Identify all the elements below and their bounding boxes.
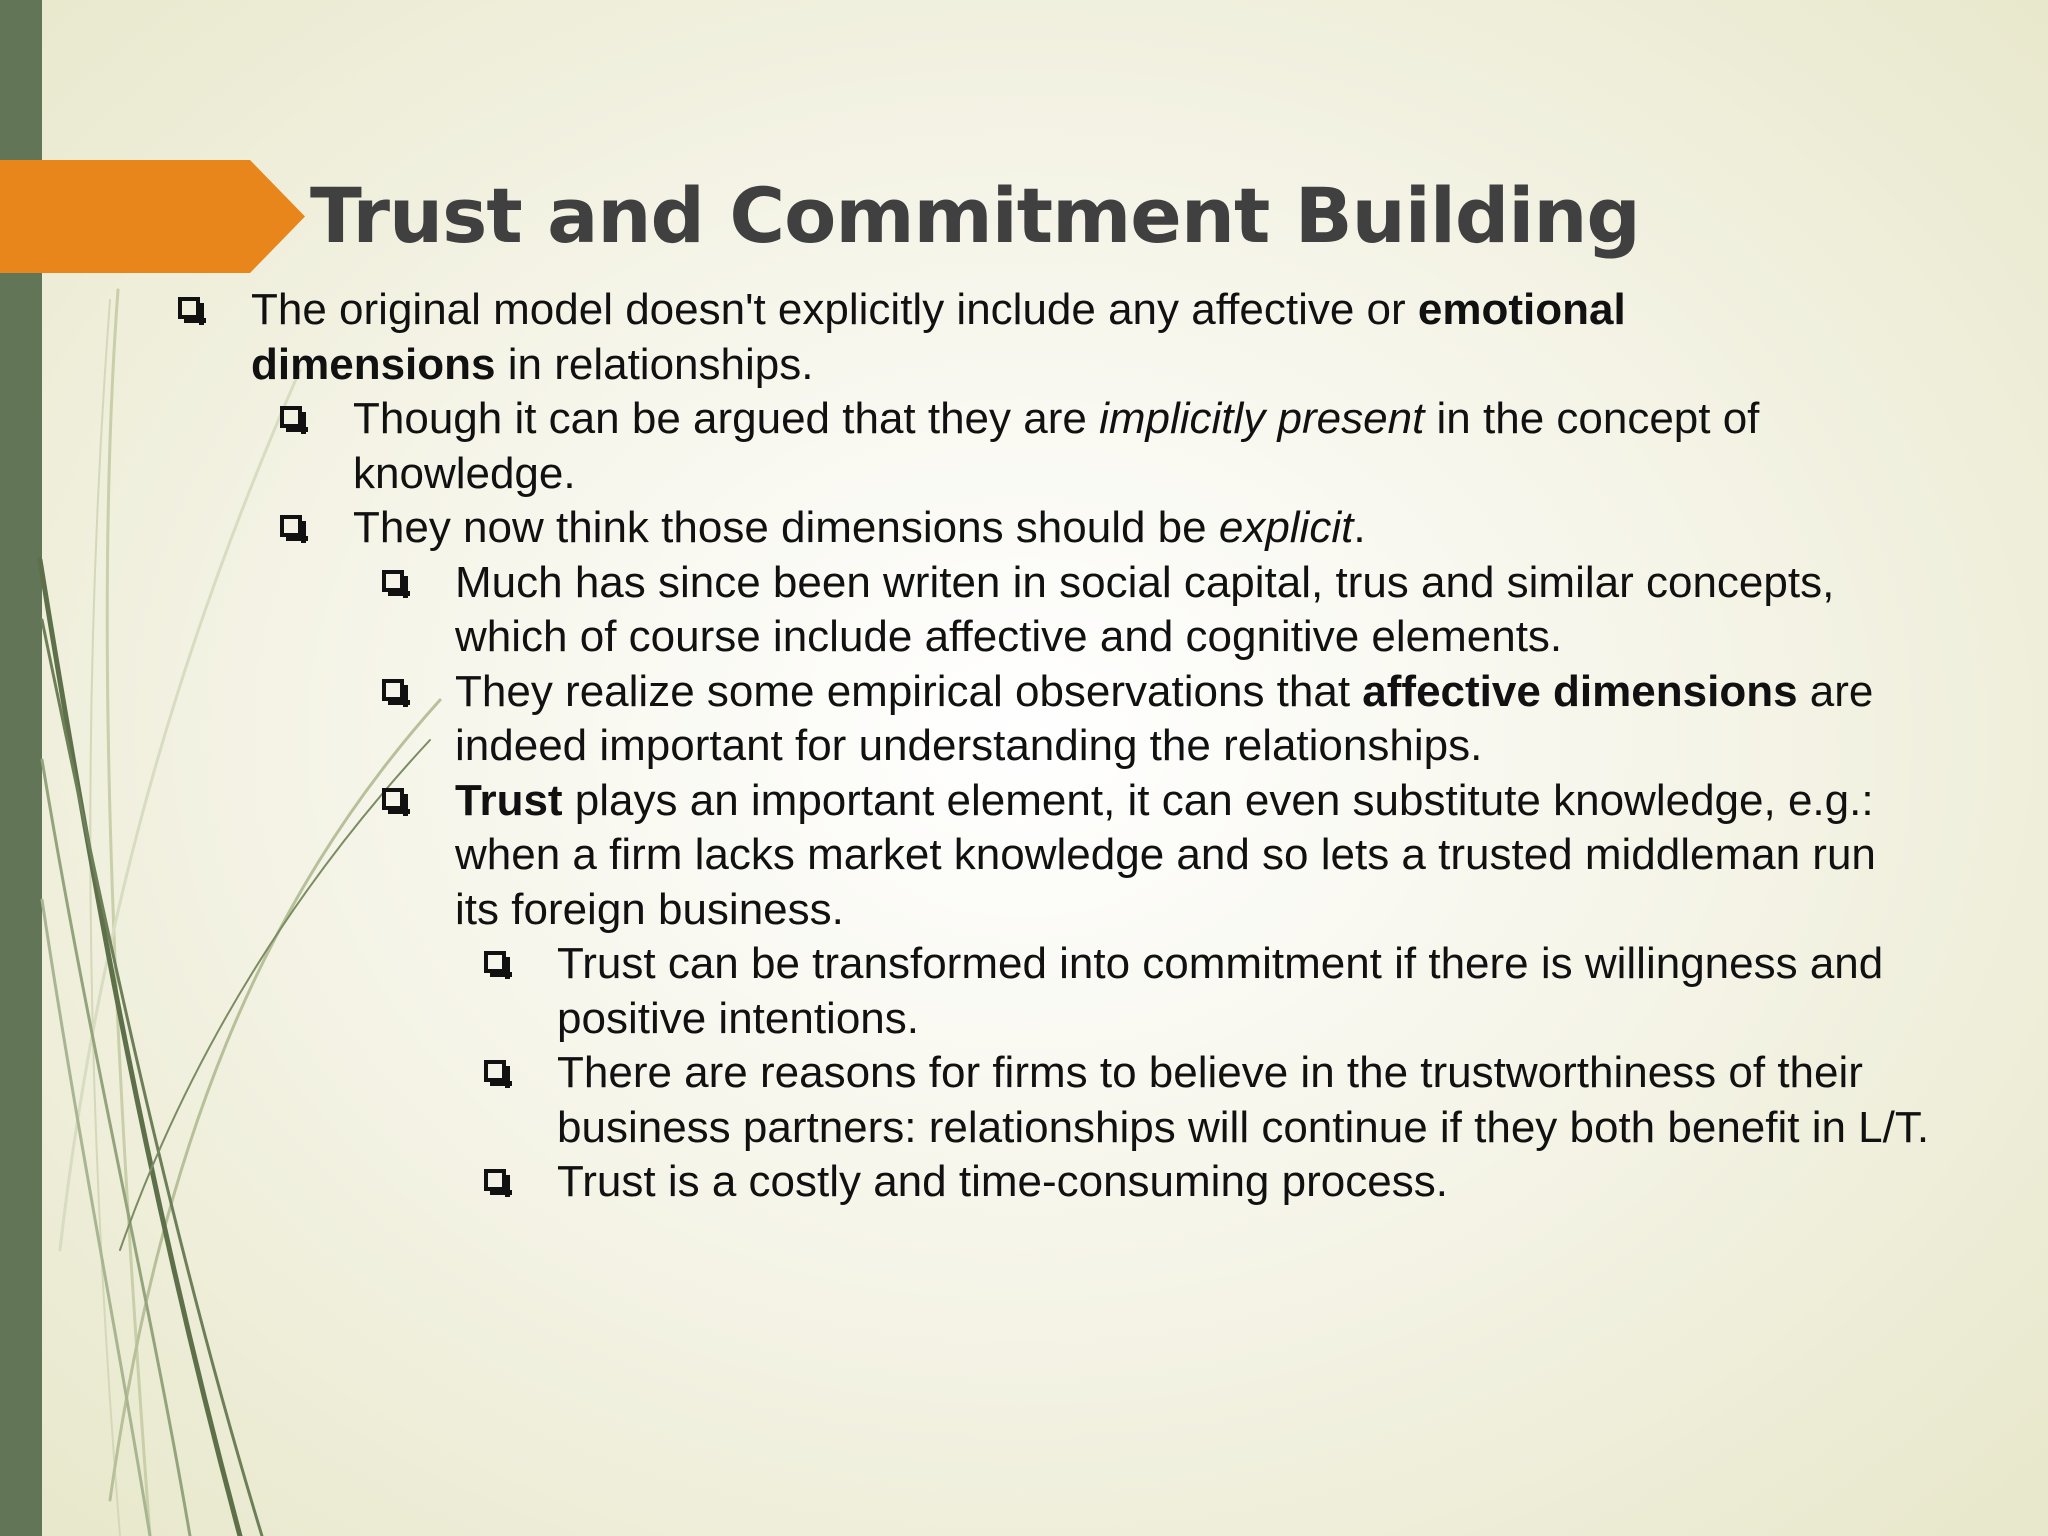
bullet-text [557, 937, 1957, 1046]
bullet-text [557, 1155, 1957, 1210]
text-run: in the concept of knowledge. [353, 394, 1760, 498]
checkbox-bullet-icon [178, 297, 200, 319]
bullet-item [0, 556, 2048, 665]
checkbox-bullet-icon [382, 788, 404, 810]
bold-text: Trust [455, 775, 563, 825]
checkbox-bullet-icon [382, 570, 404, 592]
bullet-text [251, 283, 1811, 392]
bullet-text [455, 665, 1905, 774]
bullet-item [0, 774, 2048, 938]
text-run: plays an important element, it can even substitute knowledge, e.g.: when a firm lacks market knowledge and so lets a trusted middleman run its foreign business. [455, 775, 1876, 934]
title-accent-arrow [0, 160, 305, 273]
checkbox-bullet-icon [280, 515, 302, 537]
bullet-item [0, 937, 2048, 1046]
bullet-text [557, 1046, 1957, 1155]
bold-text: emotional dimensions [251, 285, 1626, 389]
bullet-item [0, 501, 2048, 556]
checkbox-bullet-icon [280, 406, 302, 428]
bullet-item [0, 392, 2048, 501]
text-run: They realize some empirical observations that [455, 666, 1363, 716]
text-run: They now think those dimensions should be [353, 503, 1219, 552]
bullet-text [455, 556, 1905, 665]
checkbox-bullet-icon [484, 951, 506, 973]
checkbox-bullet-icon [382, 679, 404, 701]
checkbox-bullet-icon [484, 1060, 506, 1082]
bold-text: affective dimensions [1362, 666, 1798, 716]
text-run: There are reasons for firms to believe in the trustworthiness of their business partners: relationships will continue if they both benefit in L/T. [557, 1048, 1930, 1152]
slide-title: Trust and Commitment Building [310, 171, 1640, 260]
checkbox-bullet-icon [484, 1169, 506, 1191]
text-run: . [1353, 503, 1366, 552]
text-run: Much has since been writen in social capital, trus and similar concepts, which of course include affective and cognitive elements. [455, 557, 1835, 661]
text-run: Trust is a costly and time-consuming process. [557, 1157, 1448, 1206]
bullet-item [0, 1155, 2048, 1210]
bullet-text [353, 501, 1973, 556]
bullet-item [0, 283, 2048, 392]
text-run: Trust can be transformed into commitment if there is willingness and positive intentions. [557, 939, 1884, 1043]
italic-text: implicitly present [1099, 394, 1425, 443]
bullet-text [455, 774, 1905, 938]
text-run: Though it can be argued that they are [353, 394, 1100, 443]
text-run: are indeed important for understanding the relationships. [455, 666, 1874, 770]
bullet-text [353, 392, 1973, 501]
bullet-item [0, 665, 2048, 774]
italic-text: explicit [1218, 503, 1354, 552]
text-run: in relationships. [495, 339, 814, 389]
bullet-list [0, 283, 2048, 1210]
text-run: The original model doesn't explicitly include any affective or [251, 285, 1418, 334]
bullet-item [0, 1046, 2048, 1155]
